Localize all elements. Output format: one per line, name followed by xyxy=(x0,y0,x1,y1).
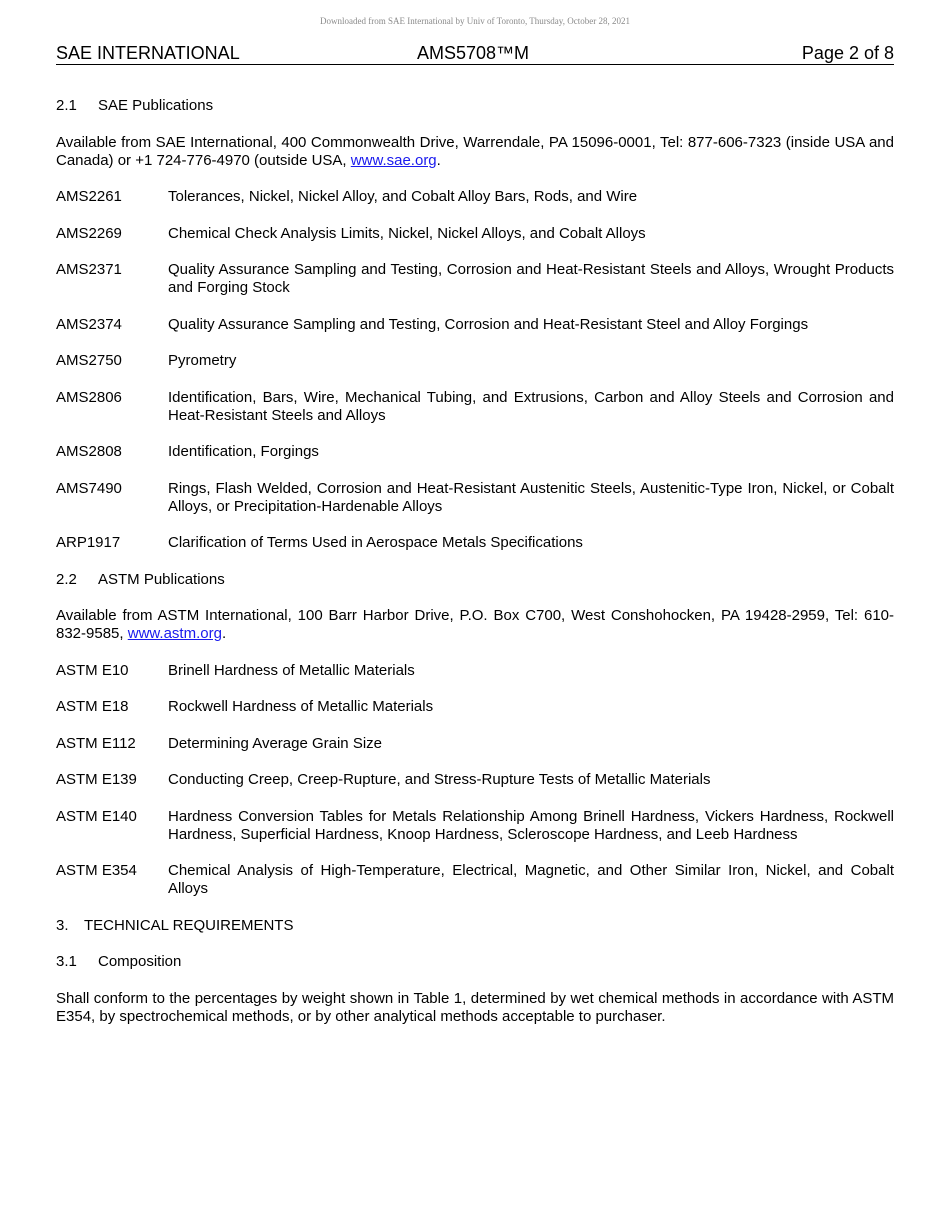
reference-item xyxy=(56,662,894,680)
reference-item xyxy=(56,389,894,425)
sae-availability-paragraph xyxy=(56,134,894,170)
reference-item xyxy=(56,443,894,461)
reference-title: Identification, Bars, Wire, Mechanical Tubing, and Extrusions, Carbon and Alloy Steels and Corrosion and Heat-Resistant Steels and Alloys xyxy=(168,388,894,424)
reference-title: Rockwell Hardness of Metallic Materials xyxy=(168,698,434,715)
section-title: TECHNICAL REQUIREMENTS xyxy=(84,916,294,934)
astm-website-link[interactable]: www.astm.org xyxy=(127,625,222,642)
reference-code: ASTM E139 xyxy=(56,771,137,788)
reference-title: Rings, Flash Welded, Corrosion and Heat-Resistant Austenitic Steels, Austenitic-Type Iron, Nickel, or Cobalt Alloys, or Precipitation-Hardenable Alloys xyxy=(168,479,894,515)
reference-title: Tolerances, Nickel, Nickel Alloy, and Cobalt Alloy Bars, Rods, and Wire xyxy=(168,188,638,205)
reference-code: ASTM E112 xyxy=(56,734,136,752)
astm-reference-list xyxy=(56,662,894,899)
section-title: SAE Publications xyxy=(98,97,214,114)
section-3-1-heading xyxy=(56,953,894,971)
reference-item xyxy=(56,862,894,898)
reference-title: Pyrometry xyxy=(168,352,237,369)
reference-code: ASTM E10 xyxy=(56,661,129,679)
reference-item xyxy=(56,352,894,370)
section-2-2-heading xyxy=(56,571,894,589)
reference-item xyxy=(56,188,894,206)
availability-end: . xyxy=(221,625,227,642)
reference-title: Conducting Creep, Creep-Rupture, and Stress-Rupture Tests of Metallic Materials xyxy=(168,771,711,788)
page-header xyxy=(56,43,894,65)
reference-code: AMS2269 xyxy=(56,224,122,242)
reference-item xyxy=(56,316,894,334)
availability-end: . xyxy=(436,151,441,169)
reference-title: Clarification of Terms Used in Aerospace Metals Specifications xyxy=(168,534,583,551)
reference-item xyxy=(56,480,894,516)
section-number: 3.1 xyxy=(56,953,77,970)
composition-paragraph: Shall conform to the percentages by weight shown in Table 1, determined by wet chemical methods in accordance with ASTM E354, by spectrochemical methods, or by other analytical methods acceptable to purchaser. xyxy=(56,989,894,1025)
reference-code: ASTM E18 xyxy=(56,698,129,715)
section-number: 2.1 xyxy=(56,97,77,114)
reference-item xyxy=(56,808,894,844)
reference-title: Determining Average Grain Size xyxy=(168,734,382,752)
reference-title: Quality Assurance Sampling and Testing, Corrosion and Heat-Resistant Steel and Alloy Forgings xyxy=(168,315,809,333)
reference-code: AMS7490 xyxy=(56,479,122,497)
header-document-id: AMS5708™M xyxy=(417,43,530,63)
section-2-1-heading xyxy=(56,97,894,115)
availability-text: Available from SAE International, 400 Commonwealth Drive, Warrendale, PA 15096-0001, Tel: 877-606-7323 (inside USA and Canada) or +1 724-776-4970 (outside USA, xyxy=(56,133,894,169)
reference-item xyxy=(56,735,894,753)
reference-title: Quality Assurance Sampling and Testing, Corrosion and Heat-Resistant Steels and Alloys, Wrought Products and Forging Stock xyxy=(168,261,894,296)
page-body xyxy=(56,97,894,1044)
sae-reference-list xyxy=(56,188,894,552)
astm-availability-paragraph xyxy=(56,607,894,643)
reference-code: AMS2750 xyxy=(56,352,122,369)
header-page-number: Page 2 of 8 xyxy=(801,43,894,63)
section-title: Composition xyxy=(98,953,182,970)
reference-item xyxy=(56,771,894,789)
reference-item xyxy=(56,261,894,297)
header-organization: SAE INTERNATIONAL xyxy=(56,43,240,63)
reference-code: ARP1917 xyxy=(56,534,121,551)
reference-title: Chemical Analysis of High-Temperature, Electrical, Magnetic, and Other Similar Iron, Nickel, and Cobalt Alloys xyxy=(168,862,894,897)
reference-code: ASTM E140 xyxy=(56,807,137,825)
reference-code: AMS2371 xyxy=(56,261,122,278)
reference-title: Hardness Conversion Tables for Metals Relationship Among Brinell Hardness, Vickers Hardness, Rockwell Hardness, Superficial Hardness, Knoop Hardness, Scleroscope Hardness, and Leeb Hardness xyxy=(168,807,894,843)
reference-item xyxy=(56,534,894,552)
reference-title: Chemical Check Analysis Limits, Nickel, Nickel Alloys, and Cobalt Alloys xyxy=(168,224,646,242)
section-number: 3. xyxy=(56,916,69,934)
section-title: ASTM Publications xyxy=(98,570,225,588)
availability-text: Available from ASTM International, 100 Barr Harbor Drive, P.O. Box C700, West Conshohocken, PA 19428-2959, Tel: 610-832-9585, xyxy=(56,607,894,642)
reference-title: Brinell Hardness of Metallic Materials xyxy=(168,661,415,679)
section-3-heading xyxy=(56,917,894,935)
section-number: 2.2 xyxy=(56,570,77,588)
sae-website-link[interactable]: www.sae.org xyxy=(350,151,437,169)
reference-code: ASTM E354 xyxy=(56,862,137,879)
reference-code: AMS2374 xyxy=(56,315,122,333)
reference-title: Identification, Forgings xyxy=(168,443,319,460)
reference-code: AMS2261 xyxy=(56,188,122,205)
reference-code: AMS2808 xyxy=(56,443,122,460)
reference-code: AMS2806 xyxy=(56,388,122,406)
reference-item xyxy=(56,698,894,716)
reference-item xyxy=(56,225,894,243)
download-watermark: Downloaded from SAE International by Univ of Toronto, Thursday, October 28, 2021 xyxy=(320,16,630,26)
